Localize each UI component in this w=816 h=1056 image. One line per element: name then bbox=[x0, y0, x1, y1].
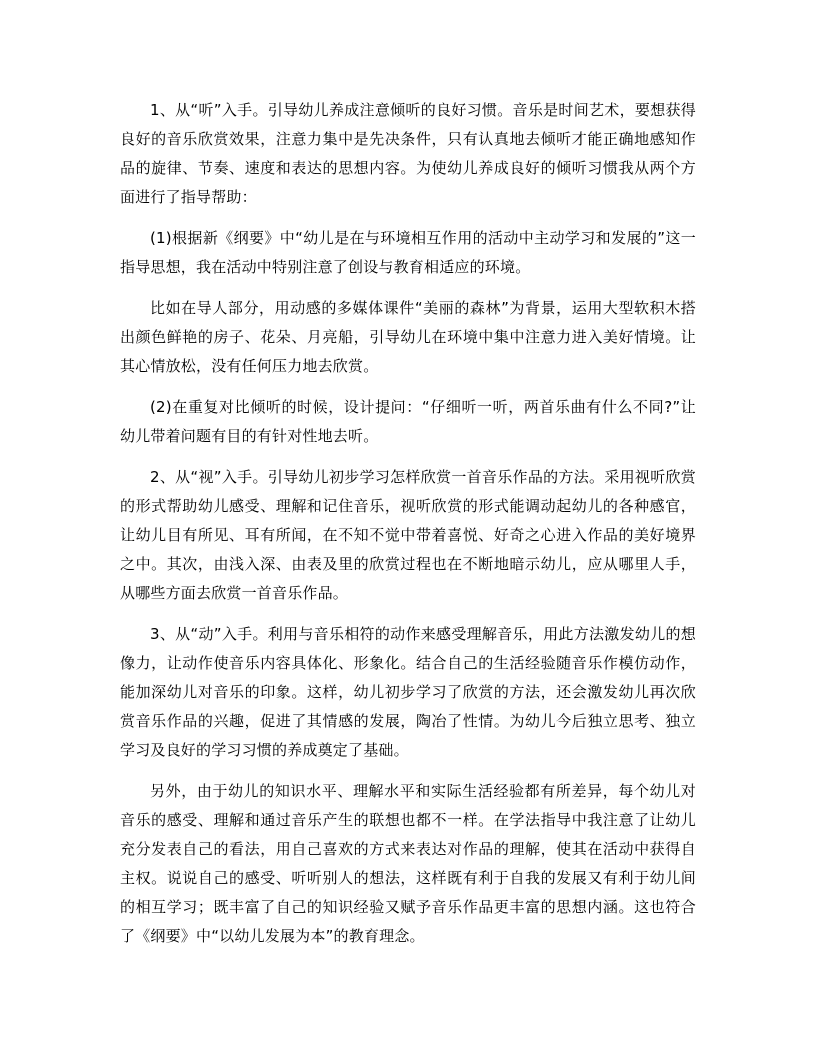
paragraph-listen-point-2: (2)在重复对比倾听的时候，设计提问：“仔细听一听，两首乐曲有什么不同?”让幼儿带着问题有目的有针对性地去听。 bbox=[120, 398, 696, 445]
paragraph-move: 3、从“动”入手。利用与音乐相符的动作来感受理解音乐，用此方法激发幼儿的想像力，让动作使音乐内容具体化、形象化。结合自己的生活经验随音乐作模仿动作，能加深幼儿对音乐的印象。这样，幼儿初步学习了欣赏的方法，还会激发幼儿再次欣赏音乐作品的兴趣，促进了其情感的发展，陶冶了性情。为幼儿今后独立思考、独立学习及良好的学习习惯的养成奠定了基础。 bbox=[120, 625, 696, 759]
paragraph-conclusion: 另外，由于幼儿的知识水平、理解水平和实际生活经验都有所差异，每个幼儿对音乐的感受、理解和通过音乐产生的联想也都不一样。在学法指导中我注意了让幼儿充分发表自己的看法，用自己喜欢的方式来表达对作品的理解，使其在活动中获得自主权。说说自己的感受、听听别人的想法，这样既有利于自我的发展又有利于幼儿间的相互学习；既丰富了自己的知识经验又赋予音乐作品更丰富的思想内涵。这也符合了《纲要》中“以幼儿发展为本”的教育理念。 bbox=[120, 782, 696, 945]
paragraph-listen-example: 比如在导人部分，用动感的多媒体课件“美丽的森林”为背景，运用大型软积木搭出颜色鲜艳的房子、花朵、月亮船，引导幼儿在环境中集中注意力进入美好情境。让其心情放松，没有任何压力地去欣赏。 bbox=[120, 299, 696, 375]
paragraph-listen: 1、从“听”入手。引导幼儿养成注意倾听的良好习惯。音乐是时间艺术，要想获得良好的音乐欣赏效果，注意力集中是先决条件，只有认真地去倾听才能正确地感知作品的旋律、节奏、速度和表达的思想内容。为使幼儿养成良好的倾听习惯我从两个方面进行了指导帮助： bbox=[120, 101, 696, 206]
document-body bbox=[120, 96, 696, 963]
paragraph-view: 2、从“视”入手。引导幼儿初步学习怎样欣赏一首音乐作品的方法。采用视听欣赏的形式帮助幼儿感受、理解和记住音乐，视听欣赏的形式能调动起幼儿的各种感官，让幼儿目有所见、耳有所闻，在不知不觉中带着喜悦、好奇之心进入作品的美好境界之中。其次，由浅入深、由表及里的欣赏过程也在不断地暗示幼儿，应从哪里人手，从哪些方面去欣赏一首音乐作品。 bbox=[120, 468, 696, 602]
paragraph-listen-point-1: (1)根据新《纲要》中“幼儿是在与环境相互作用的活动中主动学习和发展的”这一指导思想，我在活动中特别注意了创设与教育相适应的环境。 bbox=[120, 229, 696, 276]
